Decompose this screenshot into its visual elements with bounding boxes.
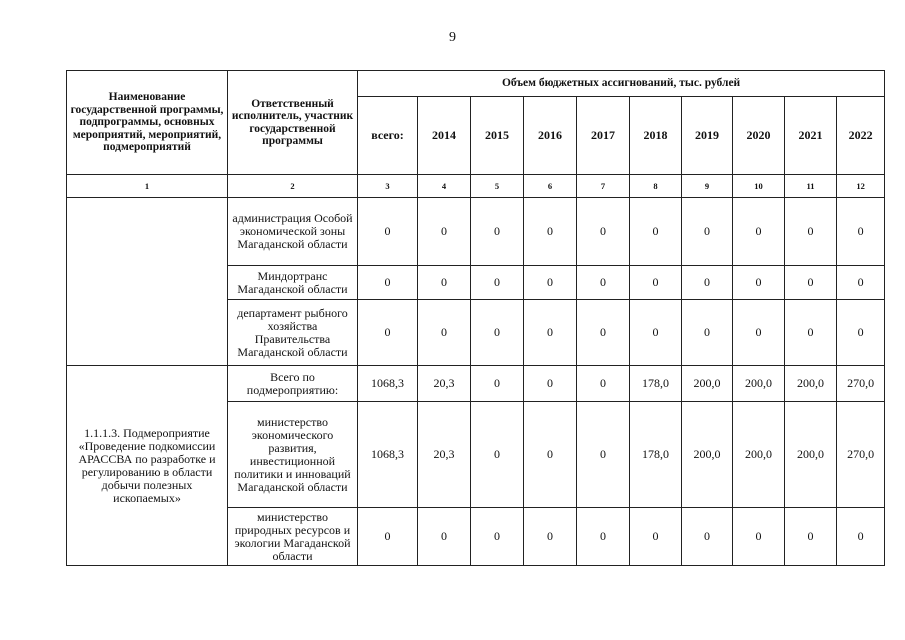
year-value-cell: 0 [577,300,630,366]
year-value-cell: 200,0 [785,402,837,508]
year-value-cell: 270,0 [837,402,885,508]
year-value-cell: 0 [630,198,682,266]
year-value-cell: 0 [630,266,682,300]
index-cell: 11 [785,175,837,198]
year-value-cell: 178,0 [630,366,682,402]
executor-cell: Всего по подмероприятию: [228,366,358,402]
year-value-cell: 0 [733,198,785,266]
year-value-cell: 0 [682,508,733,566]
year-value-cell: 0 [682,266,733,300]
year-value-cell: 0 [471,300,524,366]
header-name: Наименование государственной программы, подпрограммы, основных мероприятий, мероприятий, подмероприятий [67,71,228,175]
executor-cell: министерство природных ресурсов и экологии Магаданской области [228,508,358,566]
total-value-cell: 1068,3 [358,366,418,402]
header-budget: Объем бюджетных ассигнований, тыс. рублей [358,71,885,97]
year-value-cell: 0 [682,198,733,266]
year-value-cell: 0 [524,508,577,566]
year-value-cell: 0 [471,198,524,266]
year-value-cell: 0 [785,300,837,366]
year-value-cell: 0 [785,508,837,566]
total-value-cell: 1068,3 [358,402,418,508]
index-cell: 10 [733,175,785,198]
total-value-cell: 0 [358,300,418,366]
year-value-cell: 0 [785,198,837,266]
year-value-cell: 0 [630,508,682,566]
total-value-cell: 0 [358,198,418,266]
year-value-cell: 0 [418,508,471,566]
year-value-cell: 0 [524,402,577,508]
program-name-cell: 1.1.1.3. Подмероприятие «Проведение подкомиссии АРАССВА по разработке и регулированию в области добычи полезных ископаемых» [67,366,228,566]
index-cell: 9 [682,175,733,198]
header-year: 2020 [733,97,785,175]
year-value-cell: 0 [418,266,471,300]
header-total: всего: [358,97,418,175]
year-value-cell: 200,0 [682,366,733,402]
year-value-cell: 0 [577,508,630,566]
year-value-cell: 200,0 [733,402,785,508]
year-value-cell: 0 [837,198,885,266]
total-value-cell: 0 [358,266,418,300]
header-year: 2022 [837,97,885,175]
year-value-cell: 0 [577,198,630,266]
year-value-cell: 0 [785,266,837,300]
index-cell: 12 [837,175,885,198]
year-value-cell: 20,3 [418,366,471,402]
program-name-cell [67,198,228,366]
header-year: 2015 [471,97,524,175]
year-value-cell: 0 [418,198,471,266]
year-value-cell: 0 [471,366,524,402]
index-cell: 7 [577,175,630,198]
index-cell: 2 [228,175,358,198]
total-value-cell: 0 [358,508,418,566]
year-value-cell: 0 [577,366,630,402]
year-value-cell: 0 [471,402,524,508]
index-cell: 5 [471,175,524,198]
header-year: 2014 [418,97,471,175]
executor-cell: администрация Особой экономической зоны Магаданской области [228,198,358,266]
index-cell: 1 [67,175,228,198]
executor-cell: министерство экономического развития, инвестиционной политики и инноваций Магаданской области [228,402,358,508]
table-row [67,366,885,402]
year-value-cell: 0 [524,300,577,366]
year-value-cell: 0 [733,300,785,366]
page-number: 9 [449,30,456,45]
index-cell: 3 [358,175,418,198]
year-value-cell: 0 [577,402,630,508]
index-cell: 4 [418,175,471,198]
year-value-cell: 200,0 [785,366,837,402]
year-value-cell: 0 [524,198,577,266]
year-value-cell: 0 [577,266,630,300]
year-value-cell: 0 [837,508,885,566]
index-cell: 6 [524,175,577,198]
header-executor: Ответственный исполнитель, участник государственной программы [228,71,358,175]
executor-cell: департамент рыбного хозяйства Правительства Магаданской области [228,300,358,366]
header-year: 2018 [630,97,682,175]
year-value-cell: 0 [682,300,733,366]
executor-cell: Миндортранс Магаданской области [228,266,358,300]
year-value-cell: 0 [524,366,577,402]
budget-table [66,70,885,566]
index-row [67,175,885,198]
year-value-cell: 200,0 [682,402,733,508]
header-year: 2016 [524,97,577,175]
header-year: 2021 [785,97,837,175]
table-row [67,198,885,266]
year-value-cell: 178,0 [630,402,682,508]
year-value-cell: 20,3 [418,402,471,508]
year-value-cell: 0 [733,508,785,566]
year-value-cell: 0 [471,508,524,566]
year-value-cell: 0 [471,266,524,300]
index-cell: 8 [630,175,682,198]
year-value-cell: 0 [630,300,682,366]
year-value-cell: 0 [837,266,885,300]
header-year: 2017 [577,97,630,175]
year-value-cell: 200,0 [733,366,785,402]
year-value-cell: 270,0 [837,366,885,402]
year-value-cell: 0 [733,266,785,300]
year-value-cell: 0 [524,266,577,300]
year-value-cell: 0 [418,300,471,366]
header-year: 2019 [682,97,733,175]
year-value-cell: 0 [837,300,885,366]
